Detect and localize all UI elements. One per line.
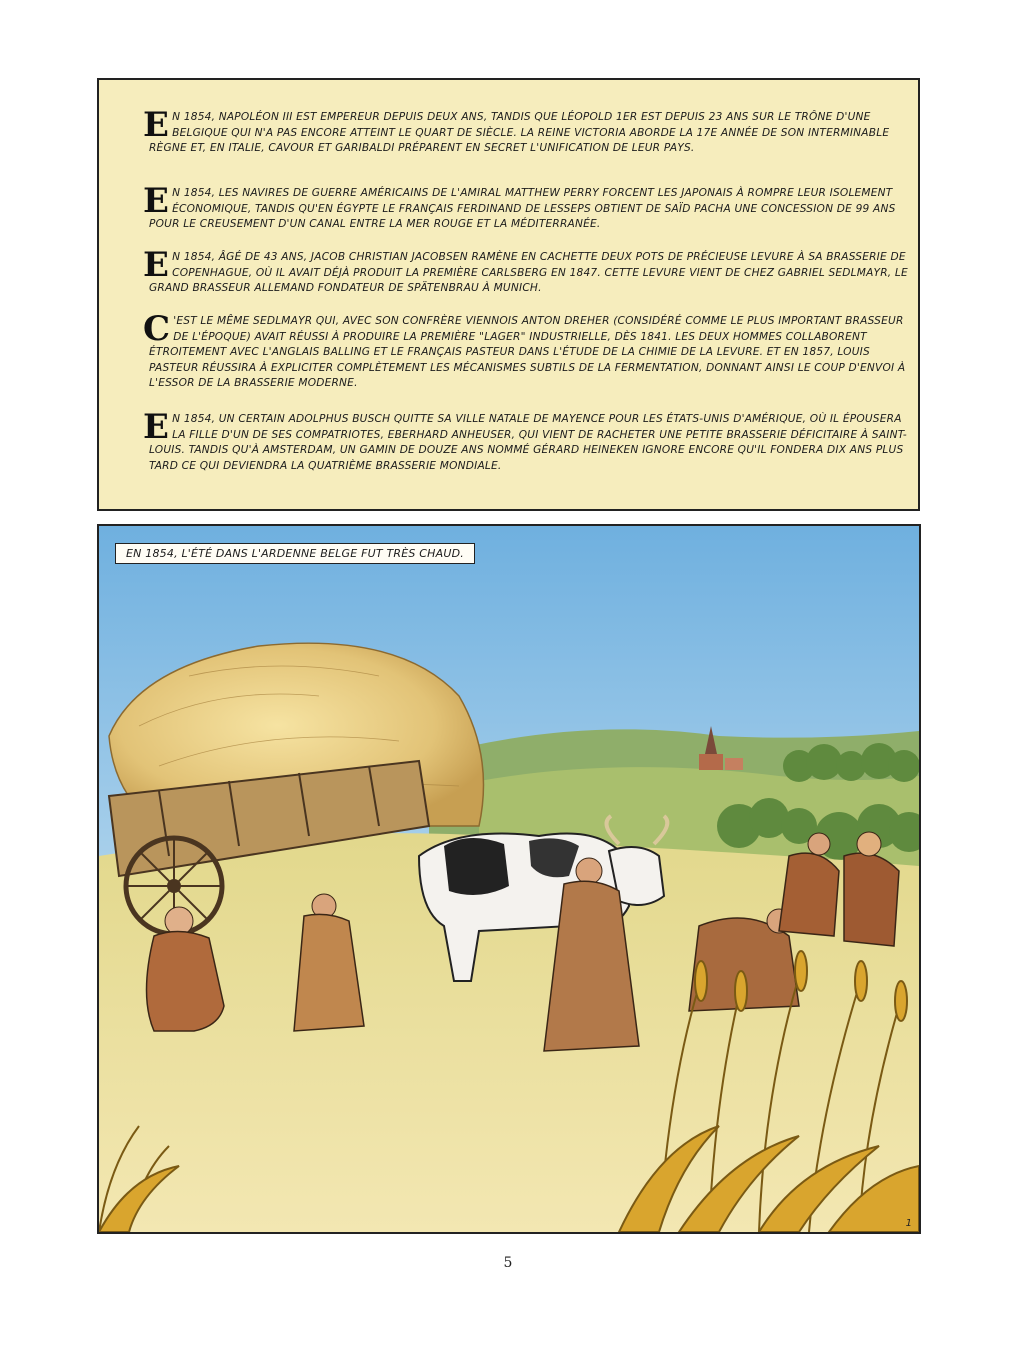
paragraph-text: N 1854, ÂGÉ DE 43 ANS, JACOB CHRISTIAN JACOBSEN RAMÈNE EN CACHETTE DEUX POTS DE PRÉCIEUSE LEVURE À SA BRASSERIE DE COPENHAGUE, OÙ IL AVAIT DÉJÀ PRODUIT LA PREMIÈRE CARLSBERG EN 1847. CETTE LEVURE VIENT DE CHEZ GABRIEL SEDLMAYR, LE GRAND BRASSEUR ALLEMAND FONDATEUR DE SPÄTENBRAU À MUNICH.	[149, 251, 908, 294]
paragraph-text: N 1854, UN CERTAIN ADOLPHUS BUSCH QUITTE SA VILLE NATALE DE MAYENCE POUR LES ÉTATS-UNIS D'AMÉRIQUE, OÙ IL ÉPOUSERA LA FILLE D'UN DE SES COMPATRIOTES, EBERHARD ANHEUSER, QUI VIENT DE RACHETER UNE PETITE BRASSERIE DÉFICITAIRE À SAINT-LOUIS. TANDIS QU'À AMSTERDAM, UN GAMIN DE DOUZE ANS NOMMÉ GÉRARD HEINEKEN IGNORE ENCORE QU'IL FONDERA DIX ANS PLUS TARD CE QUI DEVIENDRA LA QUATRIÈME BRASSERIE MONDIALE.	[149, 413, 907, 472]
paragraph-5	[143, 407, 909, 474]
illustration-panel	[97, 524, 921, 1234]
paragraph-text: N 1854, NAPOLÉON III EST EMPEREUR DEPUIS DEUX ANS, TANDIS QUE LÉOPOLD 1ER EST DEPUIS 23 ANS SUR LE TRÔNE D'UNE BELGIQUE QUI N'A PAS ENCORE ATTEINT LE QUART DE SIÈCLE. LA REINE VICTORIA ABORDE LA 17E ANNÉE DE SON INTERMINABLE RÈGNE ET, EN ITALIE, CAVOUR ET GARIBALDI PRÉPARENT EN SECRET L'UNIFICATION DE LEUR PAYS.	[149, 111, 890, 154]
paragraph-text: N 1854, LES NAVIRES DE GUERRE AMÉRICAINS DE L'AMIRAL MATTHEW PERRY FORCENT LES JAPONAIS À ROMPRE LEUR ISOLEMENT ÉCONOMIQUE, TANDIS QU'EN ÉGYPTE LE FRANÇAIS FERDINAND DE LESSEPS OBTIENT DE SAÏD PACHA UNE CONCESSION DE 99 ANS POUR LE CREUSEMENT D'UN CANAL ENTRE LA MER ROUGE ET LA MÉDITERRANÉE.	[149, 187, 896, 230]
paragraph-4	[143, 309, 909, 392]
drop-cap: C	[143, 309, 171, 349]
drop-cap: E	[143, 105, 170, 145]
harvest-scene-illustration	[99, 526, 919, 1232]
paragraph-2	[143, 181, 909, 233]
drop-cap: E	[143, 245, 170, 285]
page-number: 5	[503, 1255, 513, 1271]
panel-number: 1	[905, 1218, 912, 1229]
paragraph-text: 'EST LE MÊME SEDLMAYR QUI, AVEC SON CONFRÈRE VIENNOIS ANTON DREHER (CONSIDÉRÉ COMME LE PLUS IMPORTANT BRASSEUR DE L'ÉPOQUE) AVAIT RÉUSSI À PRODUIRE LA PREMIÈRE "LAGER" INDUSTRIELLE, DÈS 1841. LES DEUX HOMMES COLLABORENT ÉTROITEMENT AVEC L'ANGLAIS BALLING ET LE FRANÇAIS PASTEUR DANS L'ÉTUDE DE LA CHIMIE DE LA LEVURE. ET EN 1857, LOUIS PASTEUR RÉUSSIRA À EXPLICITER COMPLÈTEMENT LES MÉCANISMES SUBTILS DE LA FERMENTATION, DONNANT AINSI LE COUP D'ENVOI À L'ESSOR DE LA BRASSERIE MODERNE.	[149, 315, 906, 389]
paragraph-1	[143, 105, 909, 157]
paragraph-3	[143, 245, 909, 297]
narrative-text-panel	[97, 78, 920, 511]
panel-caption: EN 1854, L'ÉTÉ DANS L'ARDENNE BELGE FUT TRÈS CHAUD.	[115, 543, 475, 564]
drop-cap: E	[143, 181, 170, 221]
drop-cap: E	[143, 407, 170, 447]
